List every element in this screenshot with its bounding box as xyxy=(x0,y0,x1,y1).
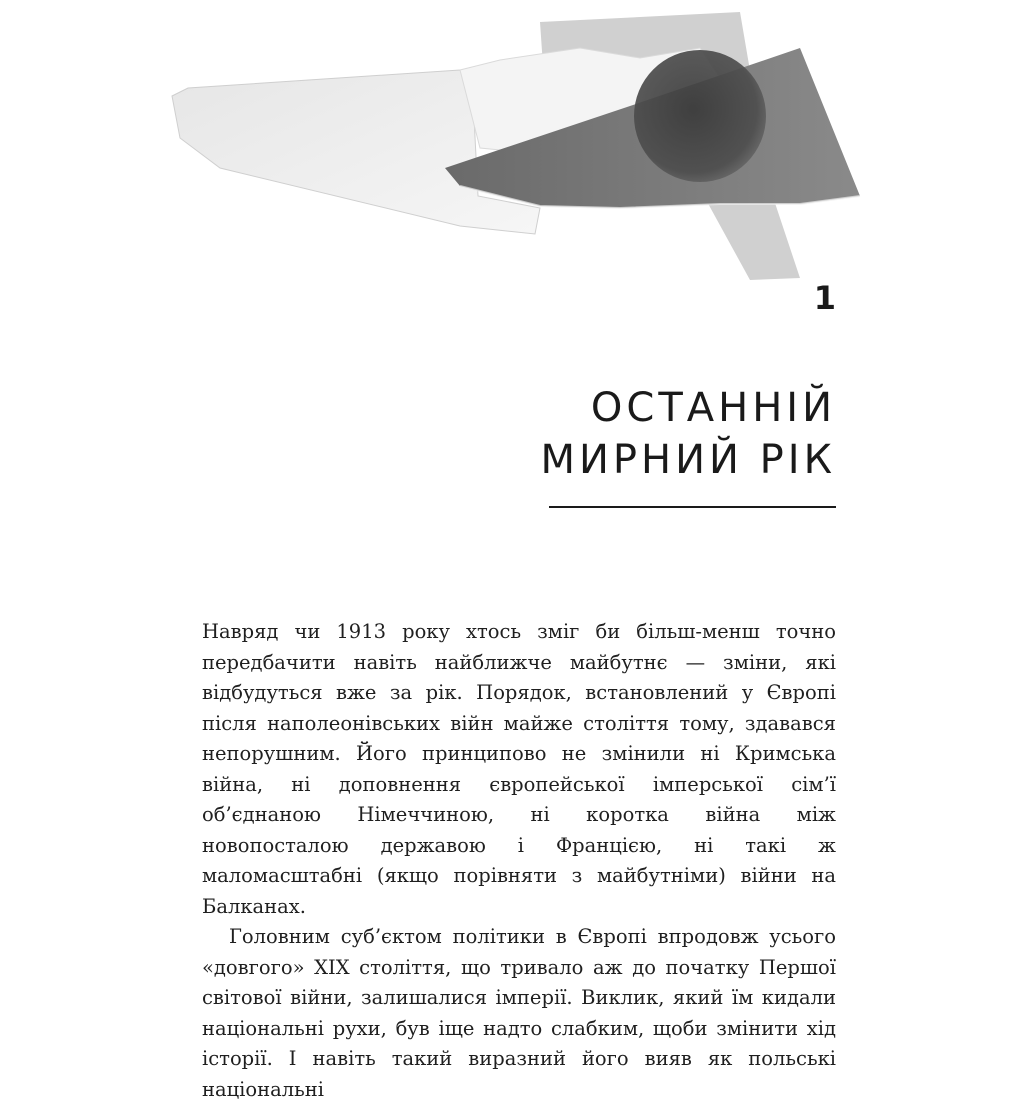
collage-illustration xyxy=(160,8,880,283)
watercolor-circle xyxy=(634,50,766,182)
chapter-number: 1 xyxy=(813,279,836,317)
body-text xyxy=(202,617,836,1105)
chapter-title xyxy=(540,382,836,486)
title-divider xyxy=(549,506,836,508)
paragraph-1: Навряд чи 1913 року хтось зміг би більш-менш точно передбачити навіть найближче майбутнє — зміни, які відбудуться вже за рік. Порядок, встановлений у Європі після наполеонівських війн майже століття тому, здавався непорушним. Його принципово не змінили ні Кримська війна, ні доповнення європейської імперської сім’ї об’єднаною Німеччиною, ні коротка війна між новопосталою державою і Францією, ні такі ж маломасштабні (якщо порівняти з майбутніми) війни на Балканах. xyxy=(202,620,836,918)
chapter-title-line-2: МИРНИЙ РІК xyxy=(540,437,836,483)
paragraph-2: Головним суб’єктом політики в Європі впродовж усього «довгого» XIX століття, що тривало аж до початку Першої світової війни, залишалися імперії. Виклик, який їм кидали національні рухи, був іще надто слабким, щоби змінити хід історії. І навіть такий виразний його вияв як польські національні xyxy=(202,925,836,1101)
chapter-title-line-1: ОСТАННІЙ xyxy=(590,385,836,431)
